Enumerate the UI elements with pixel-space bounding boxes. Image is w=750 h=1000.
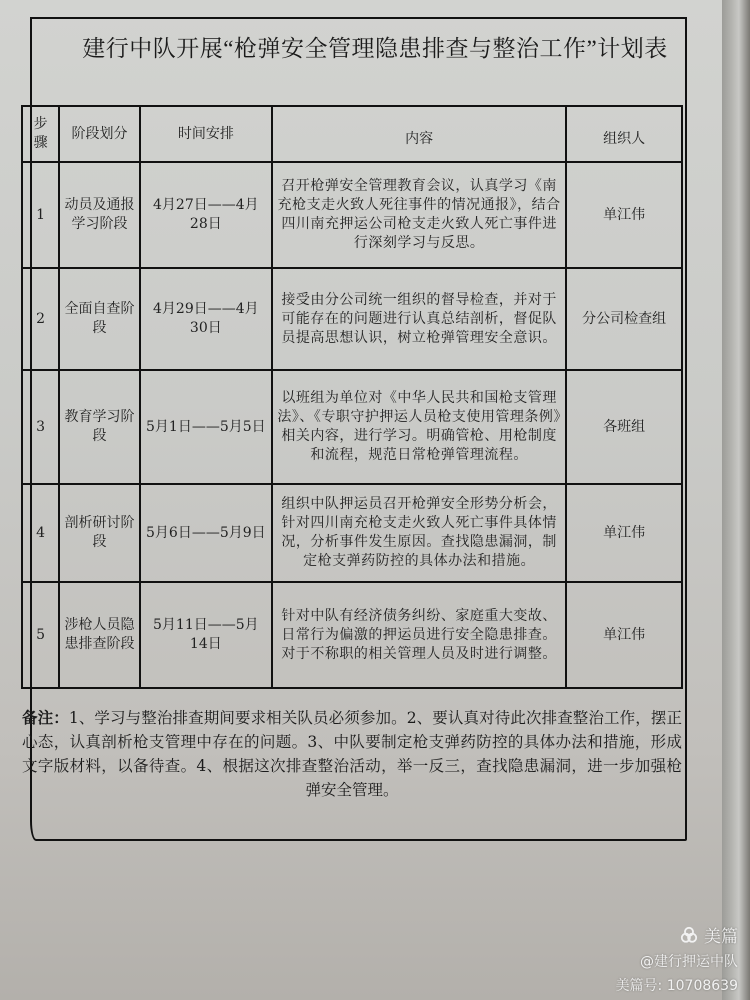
cell-step: 3 xyxy=(22,370,59,484)
watermark-brand: 美篇 xyxy=(704,927,738,947)
table-row xyxy=(22,268,682,370)
cell-organizer: 分公司检查组 xyxy=(566,268,682,370)
cell-organizer: 各班组 xyxy=(566,370,682,484)
cell-step: 5 xyxy=(22,582,59,688)
watermark-author: @建行押运中队 xyxy=(640,954,738,970)
cell-content: 以班组为单位对《中华人民共和国枪支管理法》、《专职守护押运人员枪支使用管理条例》相关内容，进行学习。明确管枪、用枪制度和流程，规范日常枪弹管理流程。 xyxy=(272,370,566,484)
header-organizer: 组织人 xyxy=(566,106,682,162)
notes-label: 备注： xyxy=(22,708,69,727)
table-row xyxy=(22,484,682,582)
cell-time: 5月1日——5月5日 xyxy=(140,370,272,484)
cell-organizer: 单江伟 xyxy=(566,582,682,688)
cell-time: 5月11日——5月14日 xyxy=(140,582,272,688)
watermark-id: 美篇号: 10708639 xyxy=(615,978,738,994)
paper-fold-shadow xyxy=(722,0,750,1000)
table-header-row xyxy=(22,106,682,162)
table-row xyxy=(22,162,682,268)
plan-table xyxy=(21,105,683,689)
document-title: 建行中队开展“枪弹安全管理隐患排查与整治工作”计划表 xyxy=(82,36,668,61)
table-row xyxy=(22,370,682,484)
meipian-logo-icon xyxy=(680,926,698,944)
watermark-brand-row xyxy=(616,922,738,947)
cell-content: 召开枪弹安全管理教育会议，认真学习《南充枪支走火致人死往事件的情况通报》，结合四川南充押运公司枪支走火致人死亡事件进行深刻学习与反思。 xyxy=(272,162,566,268)
cell-content: 接受由分公司统一组织的督导检查，并对于可能存在的问题进行认真总结剖析，督促队员提高思想认识，树立枪弹管理安全意识。 xyxy=(272,268,566,370)
cell-content: 组织中队押运员召开枪弹安全形势分析会，针对四川南充枪支走火致人死亡事件具体情况，分析事件发生原因。查找隐患漏洞，制定枪支弹药防控的具体办法和措施。 xyxy=(272,484,566,582)
header-step: 步骤 xyxy=(22,106,59,162)
header-content: 内容 xyxy=(272,106,566,162)
header-phase: 阶段划分 xyxy=(59,106,140,162)
cell-phase: 教育学习阶段 xyxy=(59,370,140,484)
cell-step: 4 xyxy=(22,484,59,582)
cell-phase: 动员及通报学习阶段 xyxy=(59,162,140,268)
cell-time: 5月6日——5月9日 xyxy=(140,484,272,582)
notes-section xyxy=(22,706,682,802)
cell-phase: 全面自查阶段 xyxy=(59,268,140,370)
cell-phase: 涉枪人员隐患排查阶段 xyxy=(59,582,140,688)
cell-step: 2 xyxy=(22,268,59,370)
notes-text: 1、学习与整治排查期间要求相关队员必须参加。2、要认真对待此次排查整治工作，摆正心态，认真剖析枪支管理中存在的问题。3、中队要制定枪支弹药防控的具体办法和措施，形成文字版材料，以备待查。4、根据这次排查整治活动，举一反三，查找隐患漏洞，进一步加强枪弹安全管理。 xyxy=(22,709,682,799)
cell-organizer: 单江伟 xyxy=(566,162,682,268)
meipian-watermark xyxy=(616,922,738,995)
cell-step: 1 xyxy=(22,162,59,268)
cell-phase: 剖析研讨阶段 xyxy=(59,484,140,582)
cell-organizer: 单江伟 xyxy=(566,484,682,582)
cell-time: 4月29日——4月30日 xyxy=(140,268,272,370)
table-row xyxy=(22,582,682,688)
cell-content: 针对中队有经济债务纠纷、家庭重大变故、日常行为偏激的押运员进行安全隐患排查。对于不称职的相关管理人员及时进行调整。 xyxy=(272,582,566,688)
header-time: 时间安排 xyxy=(140,106,272,162)
cell-time: 4月27日——4月28日 xyxy=(140,162,272,268)
